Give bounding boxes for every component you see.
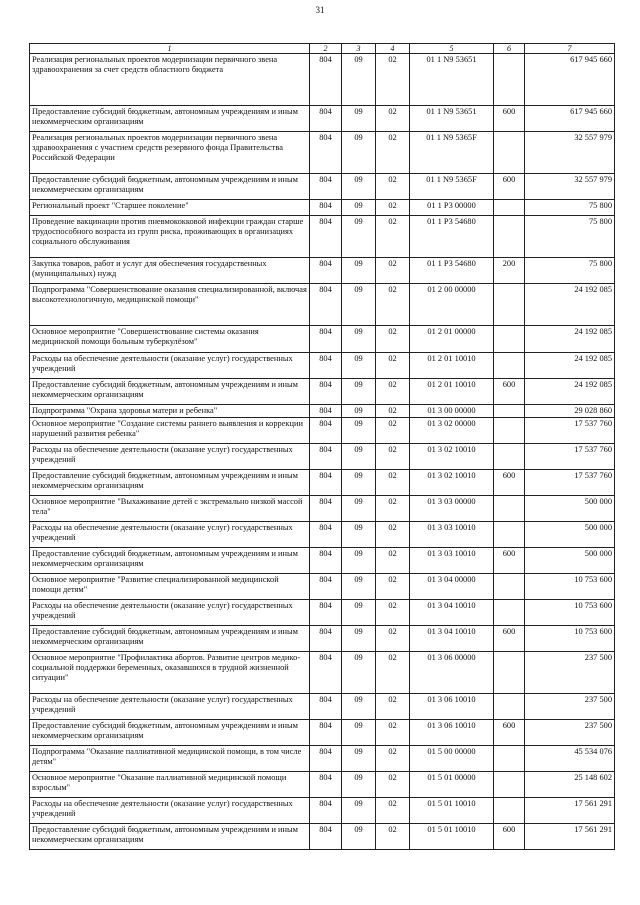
- row-csr-cell: 01 1 P3 00000: [410, 200, 494, 216]
- row-csr-cell: 01 3 06 10010: [410, 720, 494, 746]
- row-sum-cell: 237 500: [525, 720, 615, 746]
- row-rz-cell: 09: [342, 174, 376, 200]
- row-rz-cell: 09: [342, 694, 376, 720]
- row-name-cell: Основное мероприятие "Оказание паллиативной медицинской помощи взрослым": [30, 772, 310, 798]
- row-sum-cell: 237 500: [525, 652, 615, 694]
- row-ved-cell: 804: [310, 216, 342, 258]
- row-sum-cell: 24 192 085: [525, 326, 615, 353]
- row-vr-cell: 600: [494, 626, 525, 652]
- row-name-cell: Реализация региональных проектов модернизации первичного звена здравоохранения с участием средств резервного фонда Правительства Российской Федерации: [30, 132, 310, 174]
- col-header-1: 1: [30, 44, 310, 54]
- row-csr-cell: 01 3 03 10010: [410, 522, 494, 548]
- row-pr-cell: 02: [376, 54, 410, 106]
- row-rz-cell: 09: [342, 548, 376, 574]
- row-sum-cell: 32 557 979: [525, 132, 615, 174]
- row-ved-cell: 804: [310, 798, 342, 824]
- row-pr-cell: 02: [376, 379, 410, 405]
- row-csr-cell: 01 1 N9 53651: [410, 106, 494, 132]
- row-ved-cell: 804: [310, 470, 342, 496]
- row-vr-cell: 600: [494, 720, 525, 746]
- row-name-cell: Основное мероприятие "Развитие специализированной медицинской помощи детям": [30, 574, 310, 600]
- col-header-3: 3: [342, 44, 376, 54]
- row-sum-cell: 24 192 085: [525, 379, 615, 405]
- row-ved-cell: 804: [310, 379, 342, 405]
- row-vr-cell: 200: [494, 258, 525, 284]
- table-row: [30, 106, 615, 132]
- row-vr-cell: [494, 418, 525, 444]
- table-row: [30, 626, 615, 652]
- row-ved-cell: 804: [310, 652, 342, 694]
- row-name-cell: Проведение вакцинации против пневмококковой инфекции граждан старше трудоспособного возраста из групп риска, проживающих в организациях социального обслуживания: [30, 216, 310, 258]
- row-csr-cell: 01 2 01 10010: [410, 379, 494, 405]
- row-rz-cell: 09: [342, 824, 376, 850]
- row-vr-cell: 600: [494, 824, 525, 850]
- row-vr-cell: [494, 522, 525, 548]
- row-rz-cell: 09: [342, 284, 376, 326]
- row-csr-cell: 01 5 01 00000: [410, 772, 494, 798]
- table-row: [30, 824, 615, 850]
- row-vr-cell: [494, 798, 525, 824]
- row-name-cell: Предоставление субсидий бюджетным, автономным учреждениям и иным некоммерческим организациям: [30, 548, 310, 574]
- row-vr-cell: [494, 284, 525, 326]
- row-vr-cell: [494, 574, 525, 600]
- table-row: [30, 174, 615, 200]
- row-csr-cell: 01 3 00 00000: [410, 405, 494, 418]
- row-sum-cell: 617 945 660: [525, 54, 615, 106]
- row-sum-cell: 10 753 600: [525, 600, 615, 626]
- row-vr-cell: [494, 405, 525, 418]
- row-sum-cell: 24 192 085: [525, 353, 615, 379]
- row-sum-cell: 17 537 760: [525, 418, 615, 444]
- row-pr-cell: 02: [376, 258, 410, 284]
- col-header-5: 5: [410, 44, 494, 54]
- row-rz-cell: 09: [342, 600, 376, 626]
- row-rz-cell: 09: [342, 720, 376, 746]
- row-ved-cell: 804: [310, 824, 342, 850]
- row-vr-cell: [494, 772, 525, 798]
- row-sum-cell: 29 028 860: [525, 405, 615, 418]
- table-row: [30, 522, 615, 548]
- row-sum-cell: 75 800: [525, 200, 615, 216]
- row-pr-cell: 02: [376, 444, 410, 470]
- row-name-cell: Подпрограмма "Совершенствование оказания специализированной, включая высокотехнологичную, медицинской помощи": [30, 284, 310, 326]
- row-rz-cell: 09: [342, 496, 376, 522]
- table-row: [30, 444, 615, 470]
- row-vr-cell: [494, 353, 525, 379]
- row-pr-cell: 02: [376, 798, 410, 824]
- table-row: [30, 574, 615, 600]
- row-name-cell: Предоставление субсидий бюджетным, автономным учреждениям и иным некоммерческим организациям: [30, 174, 310, 200]
- row-csr-cell: 01 3 04 10010: [410, 600, 494, 626]
- row-name-cell: Подпрограмма "Охрана здоровья матери и ребенка": [30, 405, 310, 418]
- row-ved-cell: 804: [310, 418, 342, 444]
- row-vr-cell: 600: [494, 470, 525, 496]
- row-rz-cell: 09: [342, 652, 376, 694]
- row-ved-cell: 804: [310, 353, 342, 379]
- row-sum-cell: 500 000: [525, 522, 615, 548]
- row-name-cell: Расходы на обеспечение деятельности (оказание услуг) государственных учреждений: [30, 522, 310, 548]
- row-ved-cell: 804: [310, 772, 342, 798]
- row-ved-cell: 804: [310, 54, 342, 106]
- row-sum-cell: 75 800: [525, 258, 615, 284]
- row-pr-cell: 02: [376, 106, 410, 132]
- row-csr-cell: 01 3 04 00000: [410, 574, 494, 600]
- row-vr-cell: [494, 132, 525, 174]
- table-row: [30, 798, 615, 824]
- row-csr-cell: 01 3 02 10010: [410, 444, 494, 470]
- row-sum-cell: 75 800: [525, 216, 615, 258]
- table-row: [30, 470, 615, 496]
- row-csr-cell: 01 2 01 00000: [410, 326, 494, 353]
- row-sum-cell: 500 000: [525, 548, 615, 574]
- row-name-cell: Закупка товаров, работ и услуг для обеспечения государственных (муниципальных) нужд: [30, 258, 310, 284]
- row-name-cell: Основное мероприятие "Профилактика абортов. Развитие центров медико-социальной поддержки беременных, оказавшихся в трудной жизненной ситуации": [30, 652, 310, 694]
- page-number: 31: [315, 5, 325, 15]
- row-sum-cell: 32 557 979: [525, 174, 615, 200]
- table-row: [30, 216, 615, 258]
- row-ved-cell: 804: [310, 326, 342, 353]
- row-rz-cell: 09: [342, 106, 376, 132]
- row-rz-cell: 09: [342, 574, 376, 600]
- row-sum-cell: 17 561 291: [525, 824, 615, 850]
- row-vr-cell: [494, 496, 525, 522]
- table-row: [30, 54, 615, 106]
- row-pr-cell: 02: [376, 496, 410, 522]
- row-rz-cell: 09: [342, 132, 376, 174]
- row-ved-cell: 804: [310, 746, 342, 772]
- row-ved-cell: 804: [310, 496, 342, 522]
- row-ved-cell: 804: [310, 720, 342, 746]
- row-ved-cell: 804: [310, 284, 342, 326]
- row-pr-cell: 02: [376, 694, 410, 720]
- row-rz-cell: 09: [342, 798, 376, 824]
- row-csr-cell: 01 3 04 10010: [410, 626, 494, 652]
- row-rz-cell: 09: [342, 379, 376, 405]
- row-pr-cell: 02: [376, 326, 410, 353]
- row-csr-cell: 01 3 06 00000: [410, 652, 494, 694]
- row-vr-cell: [494, 444, 525, 470]
- row-rz-cell: 09: [342, 353, 376, 379]
- row-pr-cell: 02: [376, 548, 410, 574]
- row-sum-cell: 17 561 291: [525, 798, 615, 824]
- table-row: [30, 600, 615, 626]
- row-pr-cell: 02: [376, 405, 410, 418]
- row-pr-cell: 02: [376, 600, 410, 626]
- row-csr-cell: 01 3 06 10010: [410, 694, 494, 720]
- table-row: [30, 652, 615, 694]
- table-row: [30, 379, 615, 405]
- row-ved-cell: 804: [310, 174, 342, 200]
- row-name-cell: Предоставление субсидий бюджетным, автономным учреждениям и иным некоммерческим организациям: [30, 379, 310, 405]
- row-pr-cell: 02: [376, 418, 410, 444]
- col-header-6: 6: [494, 44, 525, 54]
- row-sum-cell: 10 753 600: [525, 626, 615, 652]
- row-vr-cell: [494, 200, 525, 216]
- row-ved-cell: 804: [310, 600, 342, 626]
- row-sum-cell: 500 000: [525, 496, 615, 522]
- row-csr-cell: 01 5 01 10010: [410, 824, 494, 850]
- table-row: [30, 284, 615, 326]
- row-vr-cell: [494, 54, 525, 106]
- row-sum-cell: 617 945 660: [525, 106, 615, 132]
- row-csr-cell: 01 2 00 00000: [410, 284, 494, 326]
- column-number-row: [30, 44, 615, 54]
- row-csr-cell: 01 1 P3 54680: [410, 258, 494, 284]
- row-csr-cell: 01 1 N9 53651: [410, 54, 494, 106]
- table-row: [30, 496, 615, 522]
- row-csr-cell: 01 3 02 00000: [410, 418, 494, 444]
- row-pr-cell: 02: [376, 720, 410, 746]
- row-ved-cell: 804: [310, 626, 342, 652]
- table-row: [30, 720, 615, 746]
- row-vr-cell: [494, 652, 525, 694]
- row-name-cell: Расходы на обеспечение деятельности (оказание услуг) государственных учреждений: [30, 694, 310, 720]
- row-csr-cell: 01 1 N9 5365F: [410, 132, 494, 174]
- row-vr-cell: [494, 326, 525, 353]
- row-ved-cell: 804: [310, 132, 342, 174]
- row-csr-cell: 01 1 P3 54680: [410, 216, 494, 258]
- row-ved-cell: 804: [310, 106, 342, 132]
- row-ved-cell: 804: [310, 444, 342, 470]
- row-csr-cell: 01 3 02 10010: [410, 470, 494, 496]
- row-rz-cell: 09: [342, 444, 376, 470]
- row-ved-cell: 804: [310, 258, 342, 284]
- row-rz-cell: 09: [342, 405, 376, 418]
- row-vr-cell: [494, 216, 525, 258]
- row-pr-cell: 02: [376, 216, 410, 258]
- budget-table: [29, 43, 615, 850]
- row-csr-cell: 01 2 01 10010: [410, 353, 494, 379]
- row-ved-cell: 804: [310, 548, 342, 574]
- row-rz-cell: 09: [342, 626, 376, 652]
- row-rz-cell: 09: [342, 772, 376, 798]
- row-pr-cell: 02: [376, 772, 410, 798]
- row-pr-cell: 02: [376, 470, 410, 496]
- row-csr-cell: 01 3 03 00000: [410, 496, 494, 522]
- col-header-2: 2: [310, 44, 342, 54]
- row-pr-cell: 02: [376, 824, 410, 850]
- row-csr-cell: 01 5 01 10010: [410, 798, 494, 824]
- row-rz-cell: 09: [342, 470, 376, 496]
- row-name-cell: Предоставление субсидий бюджетным, автономным учреждениям и иным некоммерческим организациям: [30, 626, 310, 652]
- table-row: [30, 258, 615, 284]
- row-csr-cell: 01 1 N9 5365F: [410, 174, 494, 200]
- table-row: [30, 548, 615, 574]
- row-pr-cell: 02: [376, 284, 410, 326]
- row-rz-cell: 09: [342, 54, 376, 106]
- row-ved-cell: 804: [310, 200, 342, 216]
- row-pr-cell: 02: [376, 132, 410, 174]
- row-pr-cell: 02: [376, 353, 410, 379]
- row-sum-cell: 25 148 602: [525, 772, 615, 798]
- row-rz-cell: 09: [342, 200, 376, 216]
- row-ved-cell: 804: [310, 574, 342, 600]
- row-name-cell: Предоставление субсидий бюджетным, автономным учреждениям и иным некоммерческим организациям: [30, 720, 310, 746]
- row-name-cell: Расходы на обеспечение деятельности (оказание услуг) государственных учреждений: [30, 600, 310, 626]
- row-ved-cell: 804: [310, 405, 342, 418]
- row-sum-cell: 45 534 076: [525, 746, 615, 772]
- table-row: [30, 200, 615, 216]
- table-row: [30, 132, 615, 174]
- row-pr-cell: 02: [376, 626, 410, 652]
- col-header-7: 7: [525, 44, 615, 54]
- row-pr-cell: 02: [376, 174, 410, 200]
- row-name-cell: Предоставление субсидий бюджетным, автономным учреждениям и иным некоммерческим организациям: [30, 470, 310, 496]
- row-csr-cell: 01 5 00 00000: [410, 746, 494, 772]
- row-pr-cell: 02: [376, 652, 410, 694]
- row-name-cell: Основное мероприятие "Выхаживание детей с экстремально низкой массой тела": [30, 496, 310, 522]
- row-vr-cell: 600: [494, 106, 525, 132]
- row-rz-cell: 09: [342, 418, 376, 444]
- row-pr-cell: 02: [376, 522, 410, 548]
- table-row: [30, 405, 615, 418]
- row-rz-cell: 09: [342, 326, 376, 353]
- row-pr-cell: 02: [376, 574, 410, 600]
- row-name-cell: Региональный проект "Старшее поколение": [30, 200, 310, 216]
- row-vr-cell: [494, 600, 525, 626]
- row-vr-cell: 600: [494, 548, 525, 574]
- row-sum-cell: 17 537 760: [525, 470, 615, 496]
- row-rz-cell: 09: [342, 746, 376, 772]
- table-row: [30, 326, 615, 353]
- row-ved-cell: 804: [310, 522, 342, 548]
- row-vr-cell: 600: [494, 379, 525, 405]
- row-name-cell: Предоставление субсидий бюджетным, автономным учреждениям и иным некоммерческим организациям: [30, 824, 310, 850]
- row-ved-cell: 804: [310, 694, 342, 720]
- row-vr-cell: 600: [494, 174, 525, 200]
- row-name-cell: Расходы на обеспечение деятельности (оказание услуг) государственных учреждений: [30, 444, 310, 470]
- row-sum-cell: 17 537 760: [525, 444, 615, 470]
- row-name-cell: Предоставление субсидий бюджетным, автономным учреждениям и иным некоммерческим организациям: [30, 106, 310, 132]
- row-rz-cell: 09: [342, 258, 376, 284]
- row-vr-cell: [494, 746, 525, 772]
- table-row: [30, 353, 615, 379]
- row-sum-cell: 237 500: [525, 694, 615, 720]
- row-csr-cell: 01 3 03 10010: [410, 548, 494, 574]
- table-row: [30, 746, 615, 772]
- row-pr-cell: 02: [376, 200, 410, 216]
- row-sum-cell: 24 192 085: [525, 284, 615, 326]
- row-name-cell: Расходы на обеспечение деятельности (оказание услуг) государственных учреждений: [30, 798, 310, 824]
- row-rz-cell: 09: [342, 522, 376, 548]
- row-pr-cell: 02: [376, 746, 410, 772]
- table-row: [30, 418, 615, 444]
- row-name-cell: Расходы на обеспечение деятельности (оказание услуг) государственных учреждений: [30, 353, 310, 379]
- col-header-4: 4: [376, 44, 410, 54]
- row-name-cell: Подпрограмма "Оказание паллиативной медицинской помощи, в том числе детям": [30, 746, 310, 772]
- row-sum-cell: 10 753 600: [525, 574, 615, 600]
- row-rz-cell: 09: [342, 216, 376, 258]
- row-name-cell: Реализация региональных проектов модернизации первичного звена здравоохранения за счет средств областного бюджета: [30, 54, 310, 106]
- row-vr-cell: [494, 694, 525, 720]
- table-row: [30, 772, 615, 798]
- row-name-cell: Основное мероприятие "Совершенствование системы оказания медицинской помощи больным туберкулёзом": [30, 326, 310, 353]
- table-row: [30, 694, 615, 720]
- row-name-cell: Основное мероприятие "Создание системы раннего выявления и коррекции нарушений развития ребенка": [30, 418, 310, 444]
